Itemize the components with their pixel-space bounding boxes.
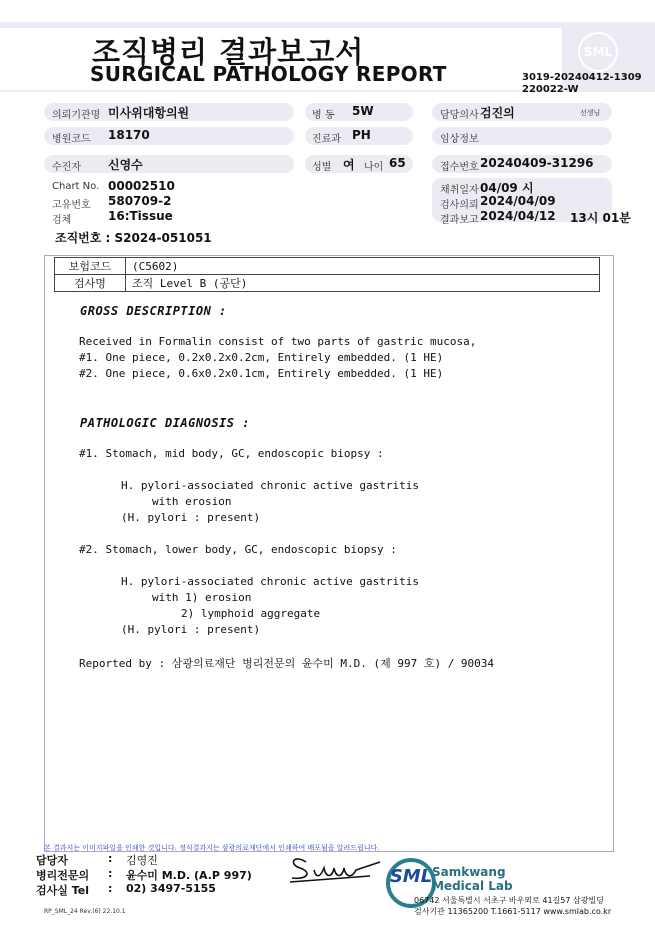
doctor-value: 검진의 bbox=[480, 106, 515, 120]
exam-name-value: 조직 Level B (공단) bbox=[126, 275, 600, 292]
patient-pill bbox=[44, 155, 294, 173]
result-value: 2024/04/12 bbox=[480, 209, 556, 223]
table-row bbox=[55, 258, 600, 275]
receipt-label: 접수번호 bbox=[440, 162, 479, 173]
insurance-code-label: 보험코드 bbox=[55, 258, 126, 275]
diagnosis-2-line-4: (H. pylori : present) bbox=[121, 623, 261, 636]
diagnosis-1-header: #1. Stomach, mid body, GC, endoscopic biopsy : bbox=[79, 447, 384, 460]
age-value: 65 bbox=[389, 156, 406, 170]
document-id-line1: 3019-20240412-1309 bbox=[522, 72, 642, 83]
colon: : bbox=[108, 882, 113, 895]
samkwang-name-line1: Samkwang bbox=[432, 865, 506, 879]
pathologist-value: 윤수미 M.D. (A.P 997) bbox=[126, 869, 252, 882]
pathologic-diagnosis-title: PATHOLOGIC DIAGNOSIS : bbox=[80, 416, 250, 430]
result-label: 결과보고 bbox=[440, 215, 479, 226]
clinical-label: 임상정보 bbox=[440, 134, 479, 145]
ward-label: 병 동 bbox=[312, 110, 335, 121]
tel-label: 검사실 Tel bbox=[36, 884, 89, 897]
diagnosis-1-line-1: H. pylori-associated chronic active gastritis bbox=[121, 479, 420, 492]
document-id bbox=[522, 72, 642, 96]
collect-value: 04/09 시 bbox=[480, 181, 534, 195]
result-time: 13시 01분 bbox=[570, 211, 631, 225]
tissue-number: 조직번호 : S2024-051051 bbox=[55, 231, 212, 245]
chart-value: 00002510 bbox=[108, 179, 175, 193]
gross-line-3: #2. One piece, 0.6x0.2x0.1cm, Entirely embedded. (1 HE) bbox=[79, 367, 444, 380]
person-label: 담당자 bbox=[36, 854, 68, 867]
doctor-label: 담당의사 bbox=[440, 110, 479, 121]
reported-by: Reported by : 삼광의료재단 병리전문의 윤수미 M.D. (제 997 호) / 90034 bbox=[79, 657, 495, 670]
person-value: 김영진 bbox=[126, 854, 158, 867]
insurance-code-value: (C5602) bbox=[126, 258, 600, 275]
specimen-label: 검체 bbox=[52, 215, 72, 226]
gross-line-1: Received in Formalin consist of two parts of gastric mucosa, bbox=[79, 335, 477, 348]
exam-name-label: 검사명 bbox=[55, 275, 126, 292]
diagnosis-2-header: #2. Stomach, lower body, GC, endoscopic biopsy : bbox=[79, 543, 397, 556]
gross-description-title: GROSS DESCRIPTION : bbox=[80, 304, 227, 318]
document-id-line2: 220022-W bbox=[522, 84, 579, 95]
colon: : bbox=[108, 852, 113, 865]
image-notice: 본 결과지는 이미지파일을 인쇄한 것입니다. 정식결과지는 삼광의료재단에서 인쇄하여 배포됨을 알려드립니다. bbox=[44, 844, 380, 852]
doctor-suffix: 선생님 bbox=[580, 109, 601, 117]
table-row bbox=[55, 275, 600, 292]
diagnosis-2-line-1: H. pylori-associated chronic active gastritis bbox=[121, 575, 420, 588]
dept-label: 진료과 bbox=[312, 134, 341, 145]
gross-line-2: #1. One piece, 0.2x0.2x0.2cm, Entirely embedded. (1 HE) bbox=[79, 351, 444, 364]
pathologist-label: 병리전문의 bbox=[36, 869, 90, 882]
age-label: 나이 bbox=[364, 162, 384, 173]
diagnosis-1-line-3: (H. pylori : present) bbox=[121, 511, 261, 524]
signature-image bbox=[284, 848, 384, 884]
diagnosis-2-line-2: with 1) erosion bbox=[152, 591, 252, 604]
samkwang-logo-text: SML bbox=[389, 866, 433, 887]
sex-value: 여 bbox=[343, 158, 355, 172]
colon: : bbox=[108, 867, 113, 880]
code-value: 18170 bbox=[108, 128, 150, 142]
patient-value: 신영수 bbox=[108, 158, 143, 172]
sex-label: 성별 bbox=[312, 162, 332, 173]
unique-label: 고유번호 bbox=[52, 200, 91, 211]
report-title-english: SURGICAL PATHOLOGY REPORT bbox=[90, 62, 447, 86]
sml-logo-icon: SML bbox=[578, 32, 618, 72]
unique-value: 580709-2 bbox=[108, 194, 172, 208]
address-line2: 검사기관 11365200 T.1661-5117 www.smlab.co.kr bbox=[414, 907, 612, 916]
code-label: 병원코드 bbox=[52, 134, 91, 145]
hospital-value: 미사위대항의원 bbox=[108, 106, 190, 120]
diagnosis-1-line-2: with erosion bbox=[152, 495, 232, 508]
collect-label: 채취일자 bbox=[440, 185, 479, 196]
samkwang-name-line2: Medical Lab bbox=[432, 879, 513, 893]
chart-label: Chart No. bbox=[52, 181, 100, 192]
request-label: 검사의뢰 bbox=[440, 200, 479, 211]
samkwang-name bbox=[432, 865, 513, 893]
request-value: 2024/04/09 bbox=[480, 194, 556, 208]
diagnosis-2-line-3: 2) lymphoid aggregate bbox=[181, 607, 321, 620]
ward-value: 5W bbox=[352, 104, 374, 118]
dept-value: PH bbox=[352, 128, 371, 142]
receipt-value: 20240409-31296 bbox=[480, 156, 594, 170]
exam-info-table bbox=[54, 257, 600, 292]
tel-value: 02) 3497-5155 bbox=[126, 882, 216, 895]
patient-label: 수진자 bbox=[52, 162, 81, 173]
report-title-korean: 조직병리 결과보고서 bbox=[92, 35, 365, 69]
specimen-value: 16:Tissue bbox=[108, 209, 173, 223]
form-code: RP_SML_24 Rev.(6) 22.10.1 bbox=[44, 908, 126, 915]
hospital-label: 의뢰기관명 bbox=[52, 110, 101, 121]
samkwang-address bbox=[414, 895, 611, 917]
address-line1: 06742 서울특별시 서초구 바우뫼로 41길57 삼광빌딩 bbox=[414, 896, 604, 905]
